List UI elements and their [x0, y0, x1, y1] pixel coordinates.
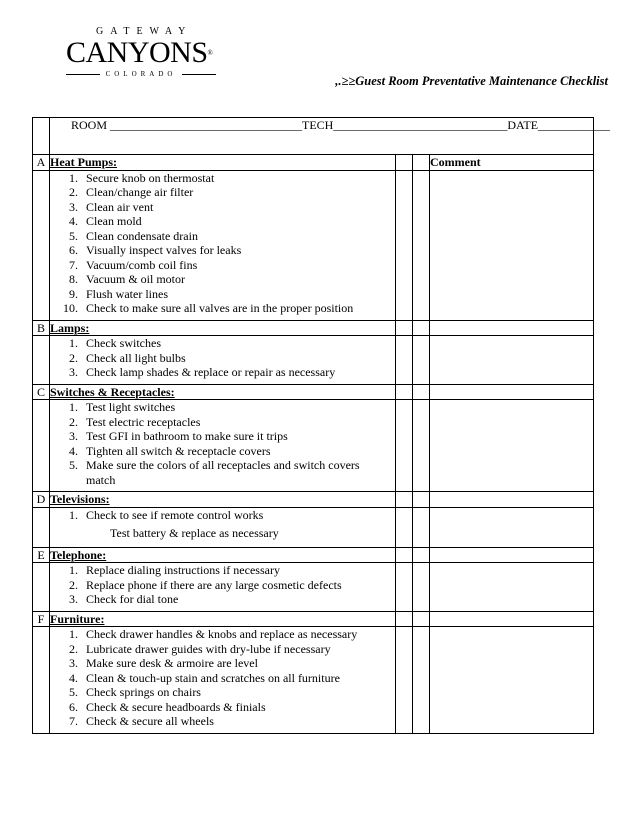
- logo-rule-right: [182, 74, 216, 75]
- section-letter: D: [33, 492, 50, 508]
- section-items-cell: [50, 170, 396, 320]
- checklist-item: [50, 508, 395, 523]
- item-text: Clean air vent: [86, 199, 154, 214]
- item-text: Test light switches: [86, 400, 176, 414]
- comment-cell[interactable]: [430, 320, 594, 336]
- checklist-item: [50, 642, 395, 657]
- check-box-1[interactable]: [396, 155, 413, 171]
- section-title: Televisions:: [50, 492, 396, 508]
- item-text: Test GFI in bathroom to make sure it trips: [86, 429, 288, 443]
- section-letter: B: [33, 320, 50, 336]
- item-number: 10.: [63, 301, 78, 315]
- item-text: Lubricate drawer guides with dry-lube if necessary: [86, 641, 331, 656]
- logo-bottom: [66, 70, 216, 78]
- logo-main-text: [66, 37, 212, 69]
- section-header-row: [33, 384, 594, 400]
- checklist-item: [50, 578, 395, 593]
- item-number: 8.: [69, 272, 78, 286]
- check-box-2[interactable]: [413, 336, 430, 385]
- item-list: [50, 400, 395, 491]
- check-box-1[interactable]: [396, 627, 413, 734]
- check-box-2[interactable]: [413, 563, 430, 612]
- room-field[interactable]: ROOM ________________________________: [71, 118, 303, 132]
- section-letter-blank: [33, 627, 50, 734]
- check-box-1[interactable]: [396, 492, 413, 508]
- section-items-row: [33, 507, 594, 547]
- check-box-2[interactable]: [413, 320, 430, 336]
- check-box-2[interactable]: [413, 170, 430, 320]
- check-box-2[interactable]: [413, 547, 430, 563]
- checklist-item: [50, 214, 395, 229]
- section-items-row: [33, 563, 594, 612]
- comment-cell[interactable]: [430, 384, 594, 400]
- check-box-1[interactable]: [396, 400, 413, 492]
- checklist-item: [50, 229, 395, 244]
- comment-cell[interactable]: [430, 627, 594, 734]
- document-title: ,.≥≥Guest Room Preventative Maintenance Checklist: [335, 74, 608, 88]
- checklist-item: [50, 258, 395, 273]
- item-number: 2.: [69, 350, 78, 365]
- comment-cell[interactable]: [430, 336, 594, 385]
- check-box-1[interactable]: [396, 547, 413, 563]
- item-text: Secure knob on thermostat: [86, 170, 215, 185]
- checklist-item: [50, 301, 395, 316]
- item-number: 3.: [69, 656, 78, 670]
- item-number: 4.: [69, 214, 78, 228]
- item-number: 3.: [69, 592, 78, 606]
- item-number: 3.: [69, 429, 78, 443]
- section-items-row: [33, 627, 594, 734]
- checklist-body: [33, 118, 611, 734]
- section-letter-blank: [33, 400, 50, 492]
- comment-cell[interactable]: [430, 492, 594, 508]
- section-title: Heat Pumps:: [50, 155, 396, 171]
- checklist-item: [50, 714, 395, 729]
- item-number: 1.: [69, 336, 78, 350]
- gateway-canyons-logo: [66, 26, 226, 88]
- item-number: 9.: [69, 286, 78, 301]
- checklist-item: [50, 415, 395, 430]
- logo-rule-left: [66, 74, 100, 75]
- section-items-row: [33, 336, 594, 385]
- item-number: 4.: [69, 443, 78, 458]
- section-items-cell: [50, 507, 396, 547]
- checklist-item: [50, 400, 395, 415]
- section-items-cell: [50, 627, 396, 734]
- item-number: 4.: [69, 670, 78, 685]
- logo-wordmark: CANYONS: [66, 36, 208, 69]
- item-subtext: Test battery & replace as necessary: [110, 526, 279, 540]
- comment-cell[interactable]: [430, 400, 594, 492]
- item-text: Test electric receptacles: [86, 414, 201, 429]
- section-header-row: [33, 492, 594, 508]
- item-text: Check & secure all wheels: [86, 714, 214, 728]
- check-box-1[interactable]: [396, 320, 413, 336]
- item-text: Check for dial tone: [86, 592, 179, 606]
- item-text: Check all light bulbs: [86, 350, 186, 365]
- section-letter-blank: [33, 170, 50, 320]
- item-list: [50, 336, 395, 384]
- item-number: 5.: [69, 228, 78, 243]
- item-number: 7.: [69, 714, 78, 728]
- item-text: Clean condensate drain: [86, 228, 198, 243]
- checklist-item: [50, 685, 395, 700]
- checklist-item: [50, 272, 395, 287]
- item-list: [50, 171, 395, 320]
- item-list: [50, 508, 395, 527]
- item-text: Vacuum & oil motor: [86, 272, 185, 286]
- checklist-item: [50, 336, 395, 351]
- checklist-item: [50, 243, 395, 258]
- section-letter-blank: [33, 563, 50, 612]
- section-header-row: [33, 611, 594, 627]
- item-number: 1.: [69, 627, 78, 641]
- meta-row: [33, 118, 594, 155]
- checklist-item: [50, 429, 395, 444]
- section-title: Switches & Receptacles:: [50, 384, 396, 400]
- item-number: 3.: [69, 199, 78, 214]
- item-number: 7.: [69, 257, 78, 272]
- item-number: 2.: [69, 185, 78, 199]
- item-number: 2.: [69, 641, 78, 656]
- section-title: Furniture:: [50, 611, 396, 627]
- check-box-1[interactable]: [396, 507, 413, 547]
- item-text: Check switches: [86, 336, 161, 350]
- checklist-item: [50, 444, 395, 459]
- item-text: Check to see if remote control works: [86, 507, 264, 522]
- checklist-item: [50, 458, 395, 487]
- check-box-2[interactable]: [413, 384, 430, 400]
- check-box-1[interactable]: [396, 170, 413, 320]
- checklist-item: [50, 351, 395, 366]
- check-box-2[interactable]: [413, 611, 430, 627]
- item-text: Check drawer handles & knobs and replace as necessary: [86, 627, 358, 641]
- checklist-item: [50, 365, 395, 380]
- meta-cell: [50, 118, 611, 155]
- item-text: Replace phone if there are any large cosmetic defects: [86, 577, 342, 592]
- section-header-row: [33, 547, 594, 563]
- check-box-2[interactable]: [413, 492, 430, 508]
- section-items-cell: [50, 400, 396, 492]
- section-header-row: [33, 155, 594, 171]
- item-text: Clean mold: [86, 214, 142, 228]
- item-number: 5.: [69, 685, 78, 699]
- comment-cell[interactable]: [430, 547, 594, 563]
- checklist-table: [32, 117, 611, 734]
- date-field[interactable]: DATE____________: [507, 118, 611, 132]
- check-box-2[interactable]: [413, 155, 430, 171]
- checklist-item: [50, 563, 395, 578]
- item-text: Check to make sure all valves are in the proper position: [86, 301, 354, 315]
- item-text: Check lamp shades & replace or repair as necessary: [86, 365, 336, 379]
- comment-cell[interactable]: [430, 170, 594, 320]
- section-title: Lamps:: [50, 320, 396, 336]
- item-text: Make sure desk & armoire are level: [86, 656, 258, 670]
- comment-cell[interactable]: [430, 563, 594, 612]
- item-text: Visually inspect valves for leaks: [86, 243, 242, 257]
- item-text: Check & secure headboards & finials: [86, 699, 266, 714]
- check-box-2[interactable]: [413, 627, 430, 734]
- section-letter: E: [33, 547, 50, 563]
- item-number: 1.: [69, 507, 78, 522]
- comment-cell[interactable]: [430, 611, 594, 627]
- item-number: 5.: [69, 458, 78, 472]
- check-box-2[interactable]: [413, 507, 430, 547]
- item-text: Replace dialing instructions if necessary: [86, 563, 280, 577]
- item-number: 3.: [69, 365, 78, 379]
- section-title: Telephone:: [50, 547, 396, 563]
- item-number: 2.: [69, 414, 78, 429]
- checklist-item: [50, 592, 395, 607]
- check-box-2[interactable]: [413, 400, 430, 492]
- check-box-1[interactable]: [396, 336, 413, 385]
- tech-field[interactable]: TECH_____________________________: [302, 118, 508, 132]
- item-number: 1.: [69, 563, 78, 577]
- item-number: 6.: [69, 699, 78, 714]
- section-header-row: [33, 320, 594, 336]
- checklist-item: [50, 671, 395, 686]
- section-items-cell: [50, 563, 396, 612]
- registered-mark: ®: [207, 49, 213, 57]
- item-list: [50, 563, 395, 611]
- checklist-item: [50, 627, 395, 642]
- section-letter-blank: [33, 336, 50, 385]
- section-letter: C: [33, 384, 50, 400]
- item-number: 2.: [69, 577, 78, 592]
- item-number: 1.: [69, 400, 78, 414]
- section-letter: A: [33, 155, 50, 171]
- item-text: Make sure the colors of all receptacles and switch covers match: [86, 458, 360, 487]
- logo-top-text: GATEWAY: [96, 26, 193, 37]
- logo-bottom-text: COLORADO: [105, 70, 177, 78]
- check-box-1[interactable]: [396, 611, 413, 627]
- checklist-item: [50, 656, 395, 671]
- comment-header: Comment: [430, 155, 594, 171]
- item-text: Check springs on chairs: [86, 685, 201, 699]
- meta-line: [50, 118, 611, 133]
- checklist-item: [50, 700, 395, 715]
- section-items-row: [33, 170, 594, 320]
- comment-cell[interactable]: [430, 507, 594, 547]
- item-text: Clean & touch-up stain and scratches on all furniture: [86, 670, 340, 685]
- item-list: [50, 627, 395, 733]
- item-number: 1.: [69, 170, 78, 185]
- item-text: Flush water lines: [86, 286, 168, 301]
- checklist-item: [50, 171, 395, 186]
- checklist-item: [50, 287, 395, 302]
- check-box-1[interactable]: [396, 384, 413, 400]
- checklist-item: [50, 185, 395, 200]
- meta-spacer: [33, 118, 50, 155]
- checklist-item: [50, 200, 395, 215]
- section-letter-blank: [33, 507, 50, 547]
- item-text: Clean/change air filter: [86, 185, 194, 199]
- item-text: Vacuum/comb coil fins: [86, 257, 198, 272]
- item-text: Tighten all switch & receptacle covers: [86, 443, 271, 458]
- section-letter: F: [33, 611, 50, 627]
- item-number: 6.: [69, 243, 78, 257]
- check-box-1[interactable]: [396, 563, 413, 612]
- section-items-row: [33, 400, 594, 492]
- section-items-cell: [50, 336, 396, 385]
